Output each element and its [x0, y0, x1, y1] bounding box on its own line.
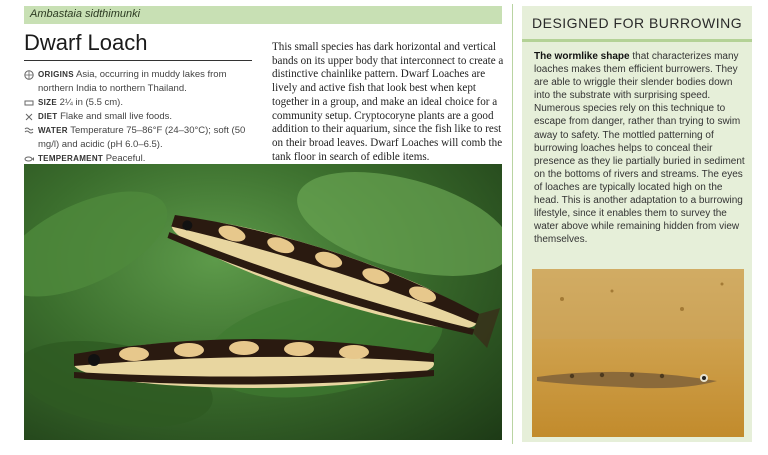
scientific-name: Ambastaia sidthimunki — [30, 8, 141, 20]
fact-text: Asia, occurring in muddy lakes from northern India to northern Thailand. — [38, 69, 227, 94]
fact-label: SIZE — [38, 98, 57, 107]
sidebar-box — [522, 6, 752, 442]
fact-label: ORIGINS — [38, 70, 74, 79]
food-icon — [24, 112, 34, 122]
fact-text: Flake and small live foods. — [60, 111, 173, 122]
sidebar-lead: The wormlike shape — [534, 51, 630, 62]
sand-illustration — [532, 269, 744, 437]
fact-temperament — [24, 152, 264, 166]
fact-text: Temperature 75–86°F (24–30°C); soft (50 mg/l) and acidic (pH 6.0–6.5). — [38, 125, 246, 150]
fish-illustration — [24, 164, 502, 440]
sidebar-body: that characterizes many loaches makes them efficient burrowers. They are able to wriggle their slender bodies down into the substrate with surprising speed. Numerous species rely on this technique to escape from danger, rather than trying to swim away to safety. The mottled patterning of burrowing loaches helps to conceal their presence as they lie partially buried in sediment on the bottoms of rivers and streams. The eyes of loaches are typically located high on the head. This is another adaptation to a burrowing lifestyle, since it enables them to survey the water above while remaining hidden from view themselves. — [534, 51, 745, 246]
burrowing-loach-photo — [532, 269, 744, 437]
sidebar-text — [534, 50, 746, 246]
page-title: Dwarf Loach — [24, 30, 252, 61]
fish-icon — [24, 154, 34, 164]
fact-label: WATER — [38, 126, 68, 135]
fact-label: DIET — [38, 112, 58, 121]
sidebar-header — [522, 6, 752, 42]
fact-text: 2¼ in (5.5 cm). — [59, 97, 123, 108]
dwarf-loach-photo — [24, 164, 502, 440]
scientific-name-bar — [24, 6, 502, 24]
fact-size — [24, 96, 264, 110]
fact-water — [24, 124, 264, 152]
description-text: This small species has dark horizontal and vertical bands on its upper body that interconnect to create a distinctive chainlike pattern. Dwarf Loaches are lively and active fish that look best when kept together in a group, and make an ideal choice for a community setup. Cryptocoryne plants are a good addition to their aquarium, since the fish like to rest on their broad leaves. Dwarf Loaches will comb the tank floor in search of edible items. — [272, 41, 504, 163]
globe-icon — [24, 70, 34, 80]
fact-label: TEMPERAMENT — [38, 154, 104, 163]
fact-list — [24, 68, 264, 166]
column-divider — [512, 4, 513, 444]
fact-origins — [24, 68, 264, 96]
water-icon — [24, 126, 34, 136]
sidebar-title: DESIGNED FOR BURROWING — [532, 15, 743, 31]
ruler-icon — [24, 98, 34, 108]
fact-diet — [24, 110, 264, 124]
profile-column — [24, 6, 502, 440]
fact-text: Peaceful. — [105, 153, 146, 164]
